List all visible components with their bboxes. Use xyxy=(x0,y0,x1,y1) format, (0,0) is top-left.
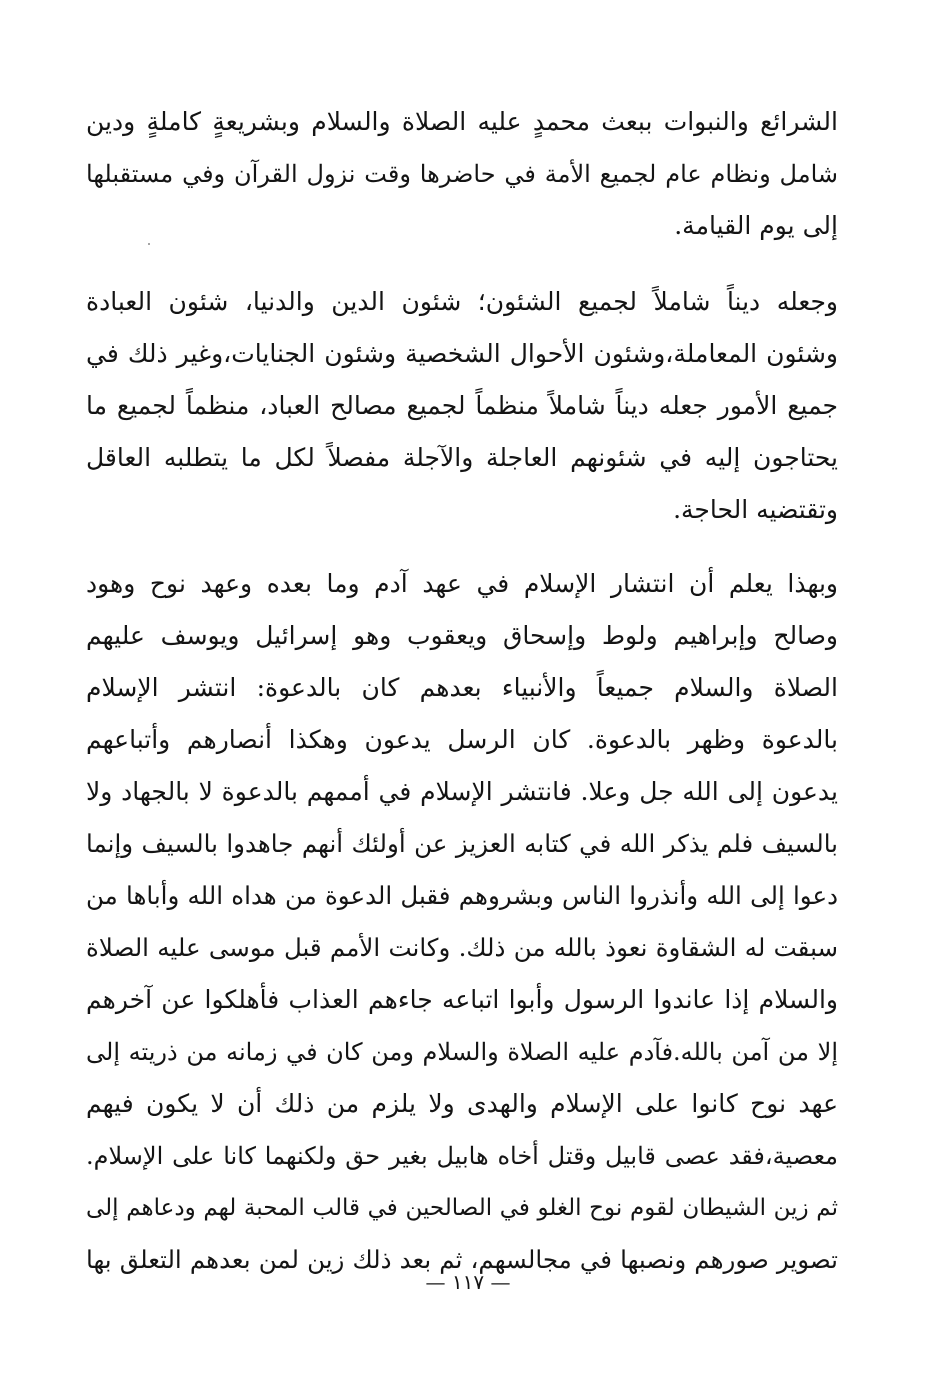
paragraph-3 xyxy=(86,558,838,1286)
text-line: إلى يوم القيامة. xyxy=(674,211,838,240)
text-line: بالسيف فلم يذكر الله في كتابه العزيز عن أولئك أنهم جاهدوا بالسيف وإنما xyxy=(86,829,838,858)
text-line: وبهذا يعلم أن انتشار الإسلام في عهد آدم وما بعده وعهد نوح وهود xyxy=(86,569,838,598)
text-line: تصوير صورهم ونصبها في مجالسهم، ثم بعد ذلك زين لمن بعدهم التعلق بها xyxy=(86,1245,838,1274)
page-number: — ١١٧ — xyxy=(425,1270,511,1294)
paragraph-2 xyxy=(86,276,838,536)
text-line: يحتاجون إليه في شئونهم العاجلة والآجلة مفصلاً لكل ما يتطلبه العاقل xyxy=(86,443,838,472)
text-line: وصالح وإبراهيم ولوط وإسحاق ويعقوب وهو إسرائيل ويوسف عليهم xyxy=(86,621,838,650)
text-line: وشئون المعاملة،وشئون الأحوال الشخصية وشئون الجنايات،وغير ذلك في xyxy=(86,339,838,368)
text-line: وتقتضيه الحاجة. xyxy=(673,495,838,524)
text-line: جميع الأمور جعله ديناً شاملاً منظماً لجميع مصالح العباد، منظماً لجميع ما xyxy=(86,391,838,420)
text-line: الشرائع والنبوات ببعث محمدٍ عليه الصلاة والسلام وبشريعةٍ كاملةٍ ودين xyxy=(86,107,838,136)
text-line: عهد نوح كانوا على الإسلام والهدى ولا يلزم من ذلك أن لا يكون فيهم xyxy=(86,1089,838,1118)
text-line: الصلاة والسلام جميعاً والأنبياء بعدهم كان بالدعوة: انتشر الإسلام xyxy=(86,673,838,702)
text-line: ثم زين الشيطان لقوم نوح الغلو في الصالحين في قالب المحبة لهم ودعاهم إلى xyxy=(86,1195,838,1221)
text-line: يدعون إلى الله جل وعلا. فانتشر الإسلام في أممهم بالدعوة لا بالجهاد ولا xyxy=(86,777,838,806)
paragraph-1 xyxy=(86,96,838,252)
text-line: سبقت له الشقاوة نعوذ بالله من ذلك. وكانت الأمم قبل موسى عليه الصلاة xyxy=(86,933,838,962)
text-line: إلا من آمن بالله.فآدم عليه الصلاة والسلام ومن كان في زمانه من ذريته إلى xyxy=(86,1038,838,1066)
text-line: شامل ونظام عام لجميع الأمة في حاضرها وقت نزول القرآن وفي مستقبلها xyxy=(86,160,838,188)
text-line: بالدعوة وظهر بالدعوة. كان الرسل يدعون وهكذا أنصارهم وأتباعهم xyxy=(86,725,838,754)
text-line: دعوا إلى الله وأنذروا الناس وبشروهم فقبل الدعوة من هداه الله وأباها من xyxy=(86,881,838,910)
text-line: والسلام إذا عاندوا الرسول وأبوا اتباعه جاءهم العذاب فأهلكوا عن آخرهم xyxy=(86,985,838,1014)
text-line: معصية،فقد عصى قابيل وقتل أخاه هابيل بغير حق ولكنهما كانا على الإسلام. xyxy=(86,1142,838,1170)
text-line: وجعله ديناً شاملاً لجميع الشئون؛ شئون الدين والدنيا، شئون العبادة xyxy=(86,287,838,316)
